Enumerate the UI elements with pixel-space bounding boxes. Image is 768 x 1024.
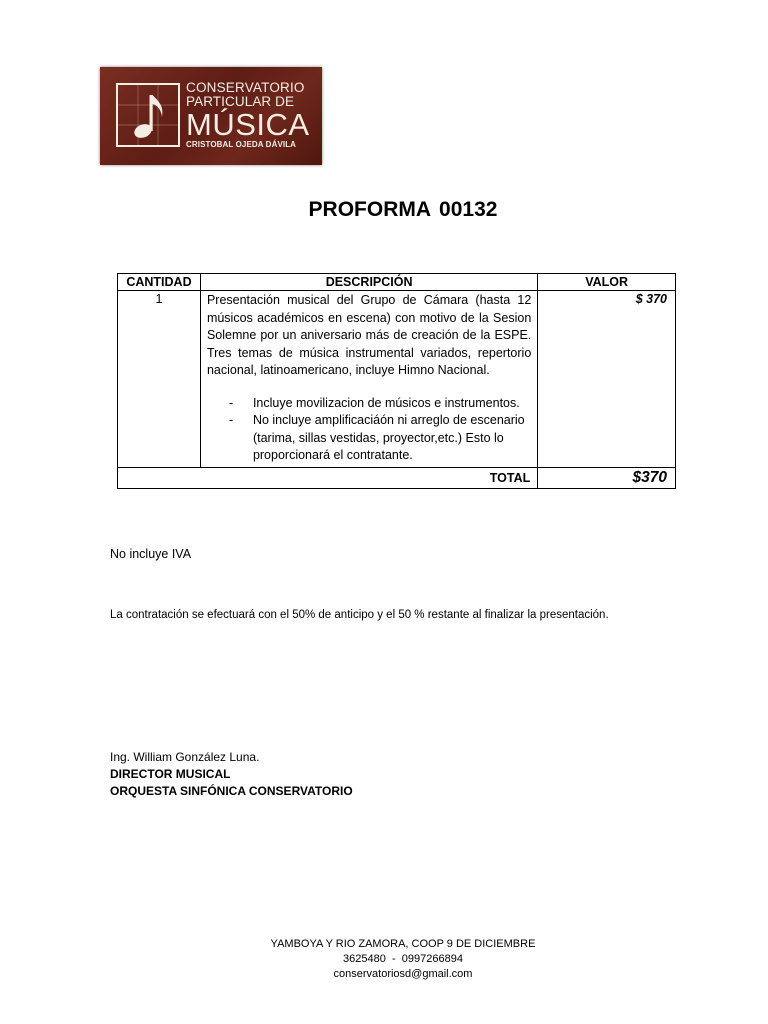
footer-email: conservatoriosd@gmail.com <box>333 968 473 980</box>
tax-note: No incluye IVA <box>110 547 192 561</box>
music-note-icon <box>116 83 180 147</box>
bullet-text: Incluye movilizacion de músicos e instrumentos. <box>252 395 520 410</box>
footer-phones: 3625480 - 0997266894 <box>343 953 463 965</box>
bullet-dash: - <box>228 395 234 410</box>
signer-organization: ORQUESTA SINFÓNICA CONSERVATORIO <box>110 784 353 798</box>
list-item <box>207 412 531 465</box>
signer-name: Ing. William González Luna. <box>110 750 260 764</box>
signer-role: DIRECTOR MUSICAL <box>110 767 231 781</box>
table-row <box>118 291 676 468</box>
proforma-number: 00132 <box>439 198 498 221</box>
logo-text <box>186 81 310 149</box>
description-text: Presentación musical del Grupo de Cámara (hasta 12 músicos académicos en escena) con motivo de la Sesion Solemne por un aniversario más de creación de la ESPE. Tres temas de música instrumental variados, repertorio nacional, latinoamericano, incluye Himno Nacional. <box>206 293 532 377</box>
logo-line-3: MÚSICA <box>186 107 310 142</box>
header-value: VALOR <box>538 274 676 291</box>
row-quantity: 1 <box>118 291 201 468</box>
items-table <box>117 273 676 489</box>
header-quantity: CANTIDAD <box>118 274 201 291</box>
logo-line-4: CRISTOBAL OJEDA DÁVILA <box>186 140 297 149</box>
total-label: TOTAL <box>118 467 538 488</box>
bullet-dash: - <box>228 413 234 427</box>
payment-terms: La contratación se efectuará con el 50% de anticipo y el 50 % restante al finalizar la presentación. <box>110 609 609 621</box>
title-label: PROFORMA <box>308 198 432 221</box>
row-value: $ 370 <box>538 291 676 468</box>
footer-address: YAMBOYA Y RIO ZAMORA, COOP 9 DE DICIEMBRE <box>270 938 536 950</box>
total-row <box>118 467 676 488</box>
conservatory-logo <box>100 67 322 165</box>
description-bullets <box>207 395 531 465</box>
document-title <box>0 198 768 222</box>
footer <box>0 937 768 982</box>
header-description: DESCRIPCIÓN <box>200 274 537 291</box>
row-description <box>200 291 537 468</box>
list-item <box>207 395 531 413</box>
bullet-text: No incluye amplificaciáón ni arreglo de escenario (tarima, sillas vestidas, proyector,etc.) Esto lo proporcionará el contratante. <box>252 413 525 462</box>
logo-line-2: PARTICULAR DE <box>186 94 295 109</box>
logo-line-1: CONSERVATORIO <box>186 80 305 95</box>
table-header-row <box>118 274 676 291</box>
total-value: $370 <box>538 467 676 488</box>
signature-block <box>110 749 353 800</box>
